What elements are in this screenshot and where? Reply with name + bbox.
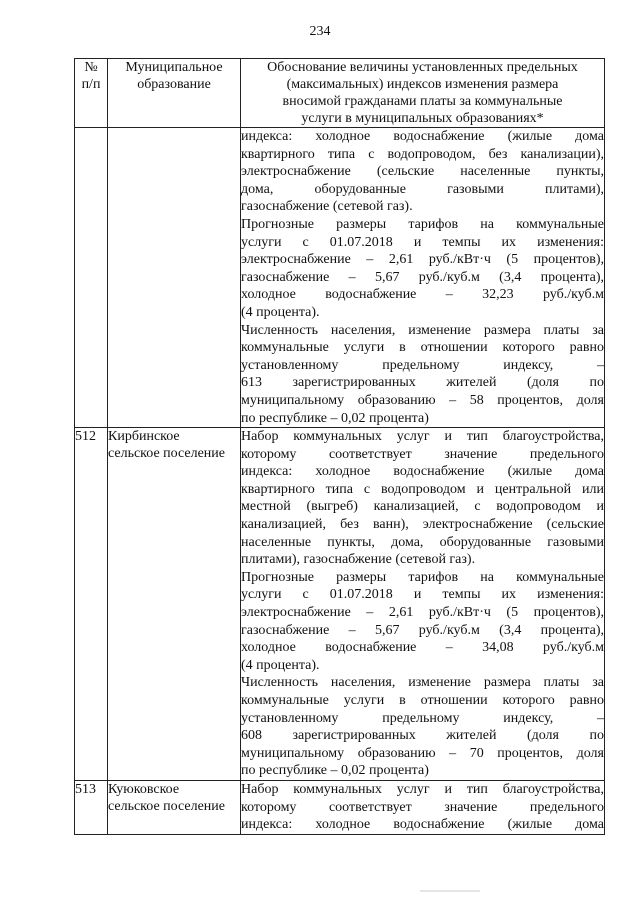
text-line: которому соответствует значение предельного — [241, 799, 604, 815]
text-line: электроснабжение – 2,61 руб./кВт·ч (5 процентов), — [241, 605, 604, 621]
header-justification — [241, 59, 605, 128]
scan-artifact — [420, 890, 480, 892]
text-line: установленному предельному индексу, – — [241, 710, 604, 726]
text-line: по республике – 0,02 процента) — [241, 763, 429, 779]
paragraph — [241, 674, 604, 780]
header-municipality — [108, 59, 241, 128]
text-line: Набор коммунальных услуг и тип благоустройства, — [241, 429, 604, 445]
text-line: установленному предельному индексу, – — [241, 357, 604, 373]
text-line: услуги с 01.07.2018 и темпы их изменения: — [241, 587, 604, 603]
text-line: коммунальные услуги в отношении которого равно — [241, 340, 604, 356]
text-line: (4 процента). — [241, 304, 320, 320]
row-number — [75, 128, 108, 428]
paragraph — [241, 781, 604, 834]
justification-text — [241, 780, 605, 834]
text-line: дома, оборудованные газовыми плитами), — [241, 181, 604, 197]
text-line: газоснабжение – 5,67 руб./куб.м (3,4 процента), — [241, 269, 604, 285]
text-line: электроснабжение (сельские населенные пункты, — [241, 164, 604, 180]
text-line: Численность населения, изменение размера платы за — [241, 322, 604, 338]
text-line: по республике – 0,02 процента) — [241, 410, 429, 426]
table-row — [75, 428, 605, 781]
header-line: Обоснование величины установленных предельных — [267, 60, 578, 75]
municipality-name — [108, 780, 241, 834]
paragraph — [241, 569, 604, 675]
table-header-row — [75, 59, 605, 128]
row-number: 513 — [75, 780, 108, 834]
tariff-table — [74, 58, 605, 835]
text-line: которому соответствует значение предельного — [241, 446, 604, 462]
municipality-name — [108, 128, 241, 428]
table-row — [75, 128, 605, 428]
text-line: канализацией, без ванн), электроснабжение (сельские — [241, 517, 604, 533]
municipality-line: Кирбинское — [108, 429, 180, 445]
header-num — [75, 59, 108, 128]
paragraph — [241, 322, 604, 428]
municipality-name — [108, 428, 241, 781]
header-line: вносимой гражданами платы за коммунальные — [282, 94, 563, 109]
text-line: Численность населения, изменение размера платы за — [241, 675, 604, 691]
header-line: образование — [137, 77, 211, 92]
page-number: 234 — [309, 24, 331, 39]
row-number: 512 — [75, 428, 108, 781]
text-line: газоснабжение (сетевой газ). — [241, 199, 413, 215]
text-line: Прогнозные размеры тарифов на коммунальные — [241, 569, 604, 585]
text-line: 613 зарегистрированных жителей (доля по — [241, 375, 604, 391]
text-line: коммунальные услуги в отношении которого равно — [241, 693, 604, 708]
header-line: Муниципальное — [125, 60, 223, 75]
justification-text — [241, 128, 605, 428]
paragraph — [241, 428, 604, 569]
justification-text — [241, 428, 605, 781]
text-line: индекса: холодное водоснабжение (жилые дома — [241, 464, 604, 480]
text-line: Прогнозные размеры тарифов на коммунальные — [241, 216, 604, 232]
text-line: местной (выгреб) канализацией, с водопроводом и — [241, 499, 604, 515]
municipality-line: сельское поселение — [108, 798, 225, 814]
header-line: (максимальных) индексов изменения размера — [286, 77, 559, 92]
text-line: холодное водоснабжение – 32,23 руб./куб.м — [241, 287, 604, 303]
text-line: Набор коммунальных услуг и тип благоустройства, — [241, 781, 604, 797]
paragraph — [241, 216, 604, 322]
text-line: муниципальному образованию – 58 процентов, доля — [241, 392, 604, 408]
table-row — [75, 780, 605, 834]
text-line: 608 зарегистрированных жителей (доля по — [241, 728, 604, 744]
text-line: (4 процента). — [241, 657, 320, 673]
paragraph — [241, 128, 604, 216]
header-line: № — [84, 60, 98, 75]
header-line: услуги в муниципальных образованиях* — [301, 111, 544, 126]
municipality-line: сельское поселение — [108, 446, 225, 462]
text-line: квартирного типа с водопроводом и центральной или — [241, 481, 604, 497]
text-line: плитами), газоснабжение (сетевой газ). — [241, 552, 476, 568]
header-line: п/п — [81, 77, 101, 92]
municipality-line: Куюковское — [108, 781, 180, 797]
text-line: населенные пункты, дома, оборудованные газовыми — [241, 534, 604, 550]
text-line: электроснабжение – 2,61 руб./кВт·ч (5 процентов), — [241, 252, 604, 268]
text-line: услуги с 01.07.2018 и темпы их изменения: — [241, 234, 604, 250]
text-line: индекса: холодное водоснабжение (жилые дома — [241, 817, 604, 833]
text-line: квартирного типа с водопроводом, без канализации), — [241, 146, 604, 162]
text-line: муниципальному образованию – 70 процентов, доля — [241, 745, 604, 761]
text-line: газоснабжение – 5,67 руб./куб.м (3,4 процента), — [241, 622, 604, 638]
text-line: индекса: холодное водоснабжение (жилые дома — [241, 129, 604, 144]
text-line: холодное водоснабжение – 34,08 руб./куб.м — [241, 640, 604, 656]
